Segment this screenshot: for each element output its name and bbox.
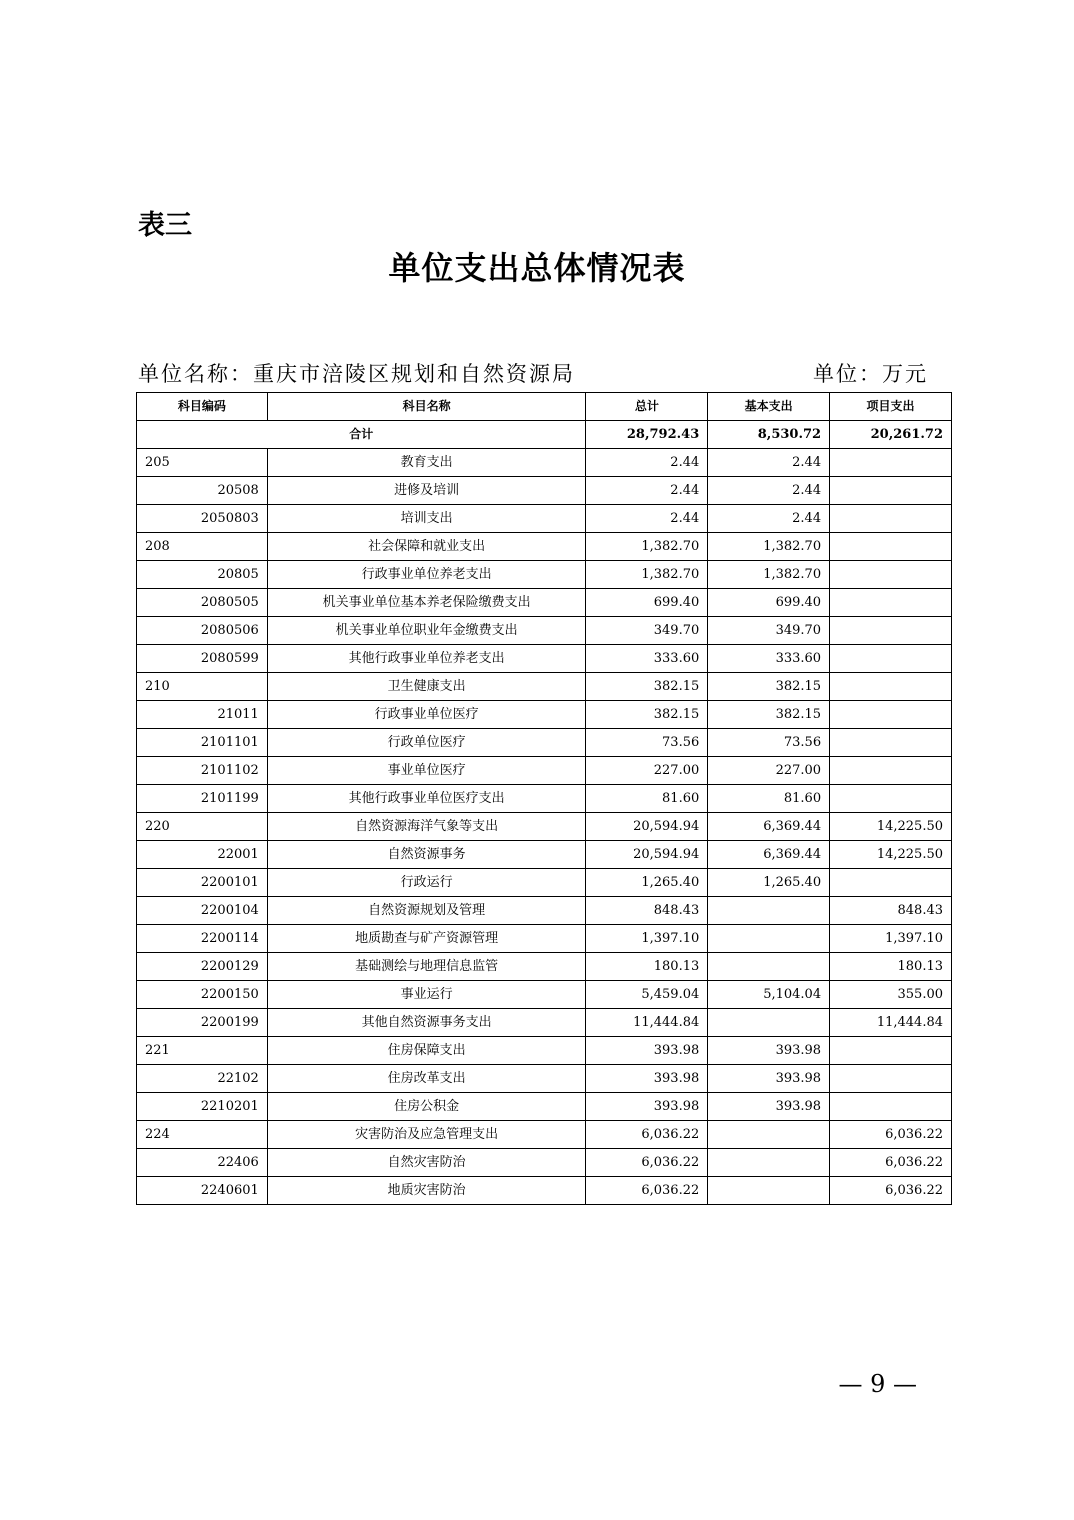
cell-name: 住房公积金 (267, 1093, 586, 1121)
table-row (137, 561, 952, 589)
cell-basic: 5,104.04 (708, 981, 830, 1009)
table-row (137, 589, 952, 617)
cell-basic: 2.44 (708, 477, 830, 505)
header-name: 科目名称 (267, 393, 586, 421)
cell-total: 1,382.70 (586, 533, 708, 561)
cell-project: 1,397.10 (830, 925, 952, 953)
cell-name: 其他自然资源事务支出 (267, 1009, 586, 1037)
table-row (137, 1037, 952, 1065)
table-row (137, 953, 952, 981)
cell-total: 382.15 (586, 701, 708, 729)
cell-project (830, 645, 952, 673)
cell-basic: 6,369.44 (708, 813, 830, 841)
header-total: 总计 (586, 393, 708, 421)
table-row (137, 477, 952, 505)
cell-name: 地质勘查与矿产资源管理 (267, 925, 586, 953)
cell-code: 208 (137, 533, 268, 561)
total-project: 20,261.72 (830, 421, 952, 449)
cell-name: 其他行政事业单位养老支出 (267, 645, 586, 673)
cell-total: 393.98 (586, 1037, 708, 1065)
cell-total: 227.00 (586, 757, 708, 785)
total-row (137, 421, 952, 449)
cell-project: 848.43 (830, 897, 952, 925)
currency-unit: 单位：万元 (813, 362, 928, 386)
cell-project (830, 729, 952, 757)
cell-code: 2200150 (137, 981, 268, 1009)
cell-name: 培训支出 (267, 505, 586, 533)
cell-basic (708, 925, 830, 953)
cell-project (830, 449, 952, 477)
table-row (137, 1149, 952, 1177)
table-row (137, 1065, 952, 1093)
cell-total: 382.15 (586, 673, 708, 701)
cell-basic: 1,382.70 (708, 561, 830, 589)
cell-code: 2200104 (137, 897, 268, 925)
cell-name: 进修及培训 (267, 477, 586, 505)
cell-name: 事业运行 (267, 981, 586, 1009)
cell-total: 393.98 (586, 1093, 708, 1121)
cell-project (830, 785, 952, 813)
cell-basic (708, 953, 830, 981)
cell-total: 699.40 (586, 589, 708, 617)
cell-name: 机关事业单位基本养老保险缴费支出 (267, 589, 586, 617)
table-row (137, 645, 952, 673)
cell-name: 卫生健康支出 (267, 673, 586, 701)
cell-total: 180.13 (586, 953, 708, 981)
header-basic: 基本支出 (708, 393, 830, 421)
table-row (137, 897, 952, 925)
cell-code: 20805 (137, 561, 268, 589)
cell-name: 其他行政事业单位医疗支出 (267, 785, 586, 813)
cell-project (830, 701, 952, 729)
cell-total: 1,382.70 (586, 561, 708, 589)
cell-name: 自然资源海洋气象等支出 (267, 813, 586, 841)
table-label: 表三 (138, 210, 192, 241)
cell-code: 2240601 (137, 1177, 268, 1205)
cell-code: 20508 (137, 477, 268, 505)
cell-code: 2080506 (137, 617, 268, 645)
cell-code: 221 (137, 1037, 268, 1065)
cell-total: 73.56 (586, 729, 708, 757)
cell-code: 2050803 (137, 505, 268, 533)
cell-project (830, 505, 952, 533)
expenditure-table (136, 392, 952, 1205)
cell-basic: 382.15 (708, 673, 830, 701)
table-row (137, 785, 952, 813)
cell-project (830, 1037, 952, 1065)
cell-total: 6,036.22 (586, 1149, 708, 1177)
table-row (137, 1093, 952, 1121)
table-row (137, 813, 952, 841)
cell-basic: 393.98 (708, 1065, 830, 1093)
table-row (137, 925, 952, 953)
table-row (137, 729, 952, 757)
header-row (137, 393, 952, 421)
cell-name: 行政事业单位养老支出 (267, 561, 586, 589)
cell-basic: 2.44 (708, 449, 830, 477)
cell-basic: 1,382.70 (708, 533, 830, 561)
cell-total: 5,459.04 (586, 981, 708, 1009)
cell-project: 14,225.50 (830, 813, 952, 841)
cell-code: 210 (137, 673, 268, 701)
cell-code: 22102 (137, 1065, 268, 1093)
table-row (137, 533, 952, 561)
cell-code: 220 (137, 813, 268, 841)
cell-code: 22001 (137, 841, 268, 869)
cell-name: 住房改革支出 (267, 1065, 586, 1093)
cell-total: 6,036.22 (586, 1177, 708, 1205)
table-row (137, 757, 952, 785)
cell-basic: 81.60 (708, 785, 830, 813)
cell-total: 20,594.94 (586, 841, 708, 869)
cell-project (830, 477, 952, 505)
cell-name: 社会保障和就业支出 (267, 533, 586, 561)
cell-project: 14,225.50 (830, 841, 952, 869)
cell-project: 11,444.84 (830, 1009, 952, 1037)
cell-basic: 73.56 (708, 729, 830, 757)
table-row (137, 449, 952, 477)
table-row (137, 1177, 952, 1205)
cell-total: 848.43 (586, 897, 708, 925)
table-row (137, 981, 952, 1009)
cell-project (830, 617, 952, 645)
cell-code: 2200114 (137, 925, 268, 953)
cell-project: 180.13 (830, 953, 952, 981)
cell-name: 行政事业单位医疗 (267, 701, 586, 729)
header-project: 项目支出 (830, 393, 952, 421)
cell-name: 教育支出 (267, 449, 586, 477)
table-row (137, 1121, 952, 1149)
total-total: 28,792.43 (586, 421, 708, 449)
cell-name: 自然资源事务 (267, 841, 586, 869)
cell-basic (708, 897, 830, 925)
cell-project: 6,036.22 (830, 1149, 952, 1177)
cell-code: 2210201 (137, 1093, 268, 1121)
cell-project (830, 869, 952, 897)
cell-basic: 393.98 (708, 1093, 830, 1121)
cell-project (830, 1065, 952, 1093)
cell-total: 333.60 (586, 645, 708, 673)
cell-project (830, 589, 952, 617)
cell-code: 2080505 (137, 589, 268, 617)
table-row (137, 673, 952, 701)
cell-project (830, 533, 952, 561)
cell-code: 22406 (137, 1149, 268, 1177)
cell-total: 2.44 (586, 449, 708, 477)
cell-name: 行政单位医疗 (267, 729, 586, 757)
cell-basic: 1,265.40 (708, 869, 830, 897)
cell-name: 灾害防治及应急管理支出 (267, 1121, 586, 1149)
cell-name: 行政运行 (267, 869, 586, 897)
cell-total: 11,444.84 (586, 1009, 708, 1037)
cell-basic: 227.00 (708, 757, 830, 785)
total-basic: 8,530.72 (708, 421, 830, 449)
cell-total: 393.98 (586, 1065, 708, 1093)
total-label: 合计 (137, 421, 586, 449)
table-row (137, 701, 952, 729)
cell-basic (708, 1121, 830, 1149)
unit-name: 单位名称：重庆市涪陵区规划和自然资源局 (138, 362, 575, 386)
cell-basic (708, 1177, 830, 1205)
cell-code: 2101199 (137, 785, 268, 813)
cell-total: 81.60 (586, 785, 708, 813)
cell-code: 2101102 (137, 757, 268, 785)
cell-project: 355.00 (830, 981, 952, 1009)
cell-code: 205 (137, 449, 268, 477)
cell-total: 20,594.94 (586, 813, 708, 841)
cell-basic: 699.40 (708, 589, 830, 617)
cell-total: 1,265.40 (586, 869, 708, 897)
cell-total: 349.70 (586, 617, 708, 645)
cell-basic (708, 1009, 830, 1037)
cell-project: 6,036.22 (830, 1121, 952, 1149)
cell-name: 基础测绘与地理信息监管 (267, 953, 586, 981)
cell-basic: 349.70 (708, 617, 830, 645)
cell-name: 住房保障支出 (267, 1037, 586, 1065)
cell-code: 2080599 (137, 645, 268, 673)
cell-code: 21011 (137, 701, 268, 729)
table-row (137, 841, 952, 869)
table-row (137, 505, 952, 533)
cell-project (830, 561, 952, 589)
cell-name: 自然灾害防治 (267, 1149, 586, 1177)
cell-project (830, 1093, 952, 1121)
table-row (137, 1009, 952, 1037)
cell-basic: 2.44 (708, 505, 830, 533)
cell-basic: 382.15 (708, 701, 830, 729)
cell-basic: 6,369.44 (708, 841, 830, 869)
cell-code: 2101101 (137, 729, 268, 757)
cell-basic: 393.98 (708, 1037, 830, 1065)
cell-basic (708, 1149, 830, 1177)
cell-name: 地质灾害防治 (267, 1177, 586, 1205)
cell-total: 2.44 (586, 477, 708, 505)
cell-project (830, 757, 952, 785)
cell-name: 自然资源规划及管理 (267, 897, 586, 925)
cell-project: 6,036.22 (830, 1177, 952, 1205)
cell-code: 2200199 (137, 1009, 268, 1037)
table-row (137, 869, 952, 897)
cell-project (830, 673, 952, 701)
cell-code: 224 (137, 1121, 268, 1149)
table-row (137, 617, 952, 645)
page-number: — 9 — (838, 1370, 917, 1398)
cell-name: 事业单位医疗 (267, 757, 586, 785)
page-title: 单位支出总体情况表 (388, 249, 686, 287)
cell-total: 2.44 (586, 505, 708, 533)
cell-code: 2200129 (137, 953, 268, 981)
cell-code: 2200101 (137, 869, 268, 897)
cell-name: 机关事业单位职业年金缴费支出 (267, 617, 586, 645)
header-code: 科目编码 (137, 393, 268, 421)
cell-total: 1,397.10 (586, 925, 708, 953)
cell-basic: 333.60 (708, 645, 830, 673)
cell-total: 6,036.22 (586, 1121, 708, 1149)
